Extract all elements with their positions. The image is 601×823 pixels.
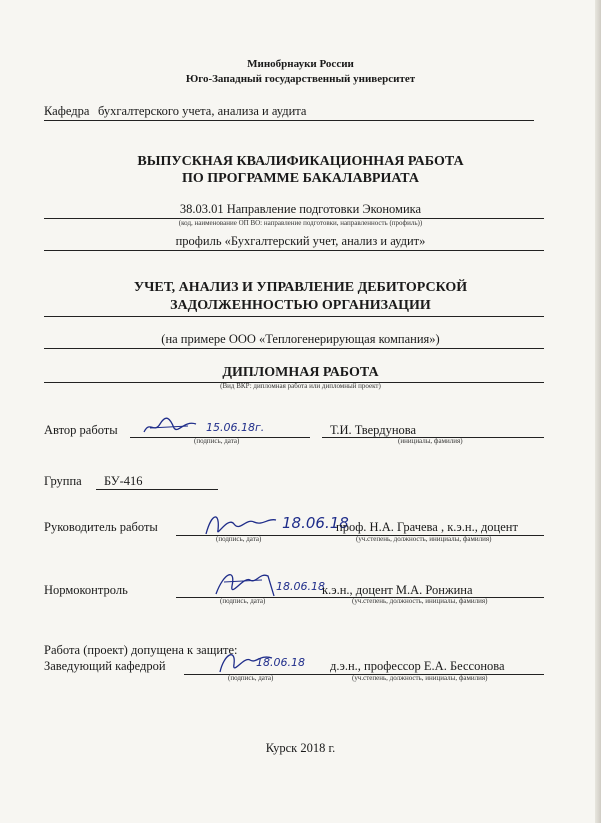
department-label: Кафедра [44, 104, 90, 118]
group-value: БУ-416 [104, 474, 143, 488]
normcontrol-sign-caption: (подпись, дата) [220, 597, 266, 605]
group-label: Группа [44, 474, 82, 488]
head-date: 18.06.18 [256, 656, 305, 669]
work-type-line1: ВЫПУСКНАЯ КВАЛИФИКАЦИОННАЯ РАБОТА [137, 154, 464, 169]
vkr-type: ДИПЛОМНАЯ РАБОТА [222, 365, 379, 380]
work-type-line2: ПО ПРОГРАММЕ БАКАЛАВРИАТА [182, 171, 419, 186]
author-date: 15.06.18г. [206, 421, 265, 434]
city-year: Курск 2018 г. [265, 741, 336, 755]
head-name: д.э.н., профессор Е.А. Бессонова [330, 659, 505, 673]
author-name-caption: (инициалы, фамилия) [398, 437, 463, 445]
head-sign-caption: (подпись, дата) [228, 674, 274, 682]
author-sign-caption: (подпись, дата) [194, 437, 240, 445]
thesis-example: (на примере ООО «Теплогенерирующая компания») [161, 332, 440, 346]
normcontrol-date: 18.06.18 [276, 580, 325, 593]
author-name: Т.И. Твердунова [330, 423, 417, 437]
scan-edge-shadow [595, 0, 601, 823]
thesis-title-line2: ЗАДОЛЖЕННОСТЬЮ ОРГАНИЗАЦИИ [170, 298, 431, 313]
profile-value: профиль «Бухгалтерский учет, анализ и аудит» [175, 234, 426, 248]
supervisor-label: Руководитель работы [44, 520, 158, 534]
direction-caption: (код, наименование ОП ВО: направление подготовки, направленность (профиль)) [178, 219, 423, 227]
supervisor-sign-caption: (подпись, дата) [216, 535, 262, 543]
university-name: Юго-Западный государственный университет [185, 73, 416, 85]
ministry-name: Минобрнауки России [247, 58, 354, 70]
example-underline [44, 348, 544, 349]
vkr-caption: (Вид ВКР: дипломная работа или дипломный проект) [220, 382, 381, 390]
normcontrol-label: Нормоконтроль [44, 583, 128, 597]
thesis-title-line1: УЧЕТ, АНАЛИЗ И УПРАВЛЕНИЕ ДЕБИТОРСКОЙ [133, 280, 468, 295]
author-label: Автор работы [44, 423, 118, 437]
admission-text: Работа (проект) допущена к защите: [44, 643, 238, 657]
direction-value: 38.03.01 Направление подготовки Экономика [179, 202, 422, 216]
group-underline [96, 489, 218, 490]
profile-underline [44, 250, 544, 251]
head-name-caption: (уч.степень, должность, инициалы, фамилия) [352, 674, 488, 682]
supervisor-date: 18.06.18 [282, 514, 349, 532]
department-value: бухгалтерского учета, анализа и аудита [98, 104, 307, 118]
department-underline [44, 120, 534, 121]
supervisor-name-caption: (уч.степень, должность, инициалы, фамилия) [356, 535, 492, 543]
normcontrol-name-caption: (уч.степень, должность, инициалы, фамилия) [352, 597, 488, 605]
title-underline [44, 316, 544, 317]
author-signature [140, 414, 200, 438]
normcontrol-name: к.э.н., доцент М.А. Ронжина [322, 583, 473, 597]
head-of-department-label: Заведующий кафедрой [44, 659, 166, 673]
supervisor-name: проф. Н.А. Грачева , к.э.н., доцент [336, 520, 518, 534]
